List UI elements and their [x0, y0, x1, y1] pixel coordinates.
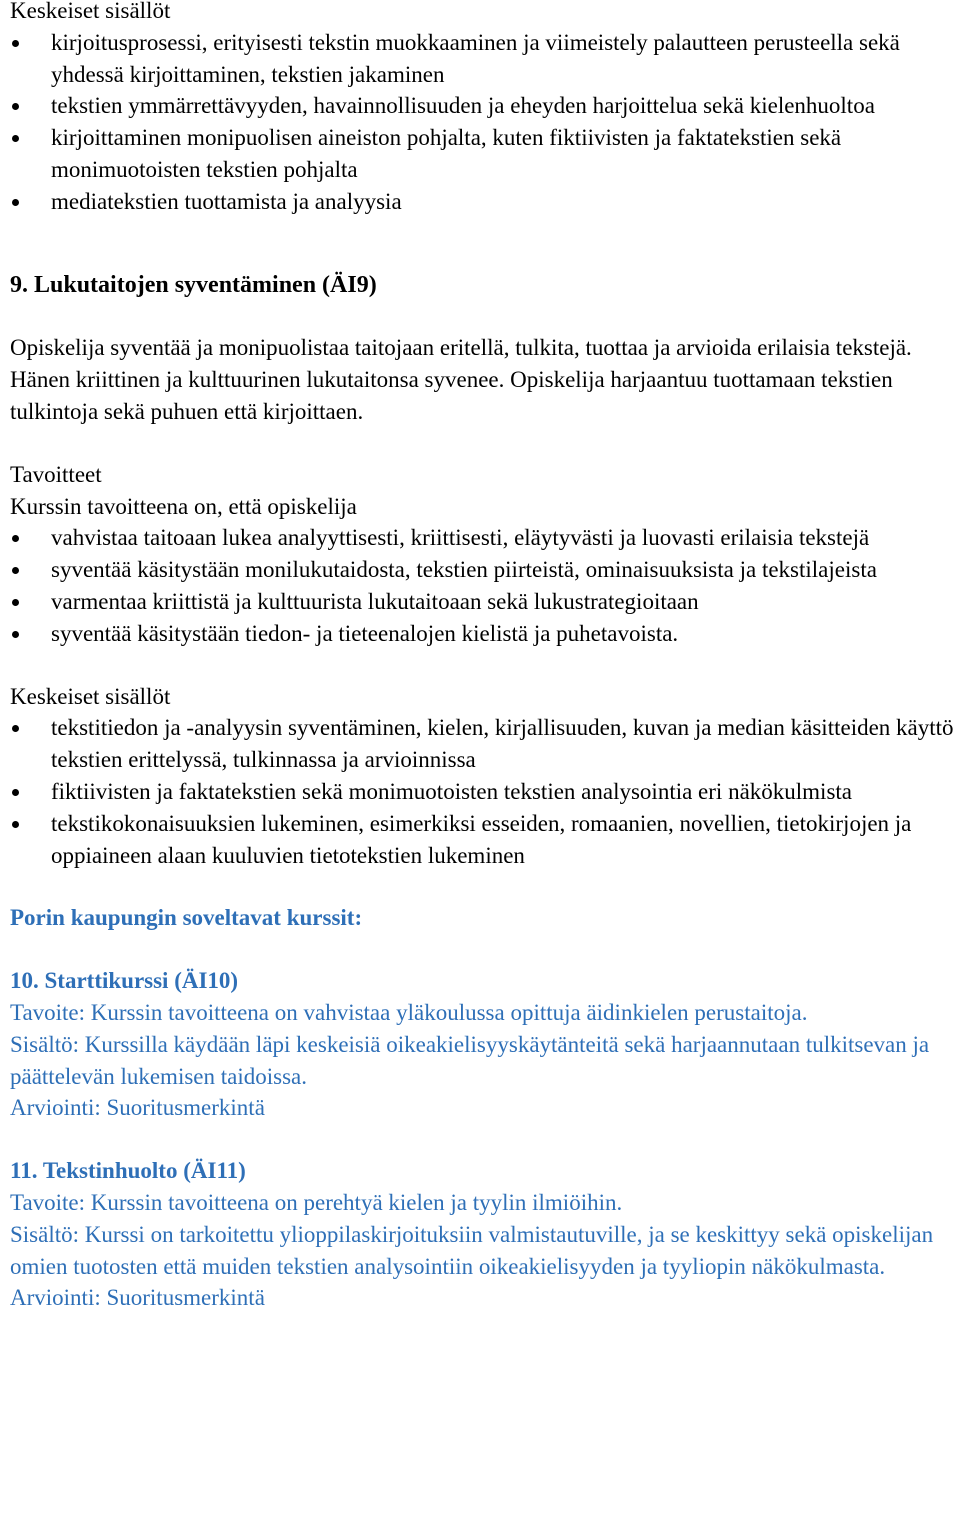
section9-keskeiset-heading: Keskeiset sisällöt [10, 683, 171, 709]
list-item: kirjoittaminen monipuolisen aineiston pohjalta, kuten fiktiivisten ja faktatekstien sekä monimuotoisten tekstien pohjalta [10, 122, 955, 186]
course10-tavoite: Tavoite: Kurssin tavoitteena on vahvistaa yläkoulussa opittuja äidinkielen perustaitoja. [10, 999, 808, 1025]
course11-title: 11. Tekstinhuolto (ÄI11) [10, 1158, 246, 1184]
bullet-icon [12, 135, 19, 142]
list-item: tekstikokonaisuuksien lukeminen, esimerkiksi esseiden, romaanien, novellien, tietokirjojen ja oppiaineen alaan kuuluvien tietotekstien lukeminen [10, 808, 955, 872]
list-item: tekstien ymmärrettävyyden, havainnollisuuden ja eheyden harjoittelua sekä kielenhuoltoa [10, 90, 955, 122]
section9-intro: Opiskelija syventää ja monipuolistaa taitojaan eritellä, tulkita, tuottaa ja arvioida erilaisia tekstejä. Hänen kriittinen ja kulttuurinen lukutaitonsa syvenee. Opiskelija harjaantuu tuottamaan tekstien tulkintoja sekä puhuen että kirjoittaen. [10, 335, 912, 424]
section9-tavoitteet-list [10, 522, 955, 649]
section9-title: 9. Lukutaitojen syventäminen (ÄI9) [10, 271, 377, 298]
bullet-icon [12, 821, 19, 828]
course10-title: 10. Starttikurssi (ÄI10) [10, 968, 239, 994]
section8-keskeiset-heading: Keskeiset sisällöt [10, 0, 171, 23]
list-item: kirjoitusprosessi, erityisesti tekstin muokkaaminen ja viimeistely palautteen perusteella sekä yhdessä kirjoittaminen, tekstien jakaminen [10, 27, 955, 91]
document-page [10, 0, 955, 1314]
list-item: fiktiivisten ja faktatekstien sekä monimuotoisten tekstien analysointia eri näkökulmista [10, 776, 955, 808]
bullet-icon [12, 199, 19, 206]
list-item: varmentaa kriittistä ja kulttuurista lukutaitoaan sekä lukustrategioitaan [10, 586, 955, 618]
section9-tavoitteet-heading: Tavoitteet [10, 461, 102, 487]
section8-keskeiset-list [10, 27, 955, 218]
bullet-icon [12, 40, 19, 47]
section9-keskeiset-list [10, 712, 955, 871]
bullet-icon [12, 599, 19, 606]
course11-tavoite: Tavoite: Kurssin tavoitteena on perehtyä kielen ja tyylin ilmiöihin. [10, 1189, 623, 1215]
bullet-icon [12, 567, 19, 574]
bullet-icon [12, 103, 19, 110]
list-item: mediatekstien tuottamista ja analyysia [10, 186, 955, 218]
list-item: vahvistaa taitoaan lukea analyyttisesti, kriittisesti, eläytyvästi ja luovasti erilaisia tekstejä [10, 522, 955, 554]
course10-arviointi: Arviointi: Suoritusmerkintä [10, 1095, 265, 1121]
bullet-icon [12, 631, 19, 638]
list-item: syventää käsitystään monilukutaidosta, tekstien piirteistä, ominaisuuksista ja tekstilajeista [10, 554, 955, 586]
section9-tavoitteet-lead: Kurssin tavoitteena on, että opiskelija [10, 493, 357, 519]
list-item: tekstitiedon ja -analyysin syventäminen, kielen, kirjallisuuden, kuvan ja median käsitteiden käyttö tekstien erittelyssä, tulkinnassa ja arvioinnissa [10, 712, 955, 776]
list-item: syventää käsitystään tiedon- ja tieteenalojen kielistä ja puhetavoista. [10, 618, 955, 650]
course11-arviointi: Arviointi: Suoritusmerkintä [10, 1285, 265, 1311]
bullet-icon [12, 789, 19, 796]
pori-courses-heading: Porin kaupungin soveltavat kurssit: [10, 905, 363, 931]
course11-sisalto: Sisältö: Kurssi on tarkoitettu ylioppilaskirjoituksiin valmistautuville, ja se keskittyy sekä opiskelijan omien tuotosten että muiden tekstien analysointiin oikeakielisyyden ja tyyliopin näkökulmasta. [10, 1221, 934, 1279]
bullet-icon [12, 725, 19, 732]
bullet-icon [12, 535, 19, 542]
course10-sisalto: Sisältö: Kurssilla käydään läpi keskeisiä oikeakielisyyskäytänteitä sekä harjaannutaan tulkitsevan ja päättelevän lukemisen taidoissa. [10, 1031, 930, 1089]
